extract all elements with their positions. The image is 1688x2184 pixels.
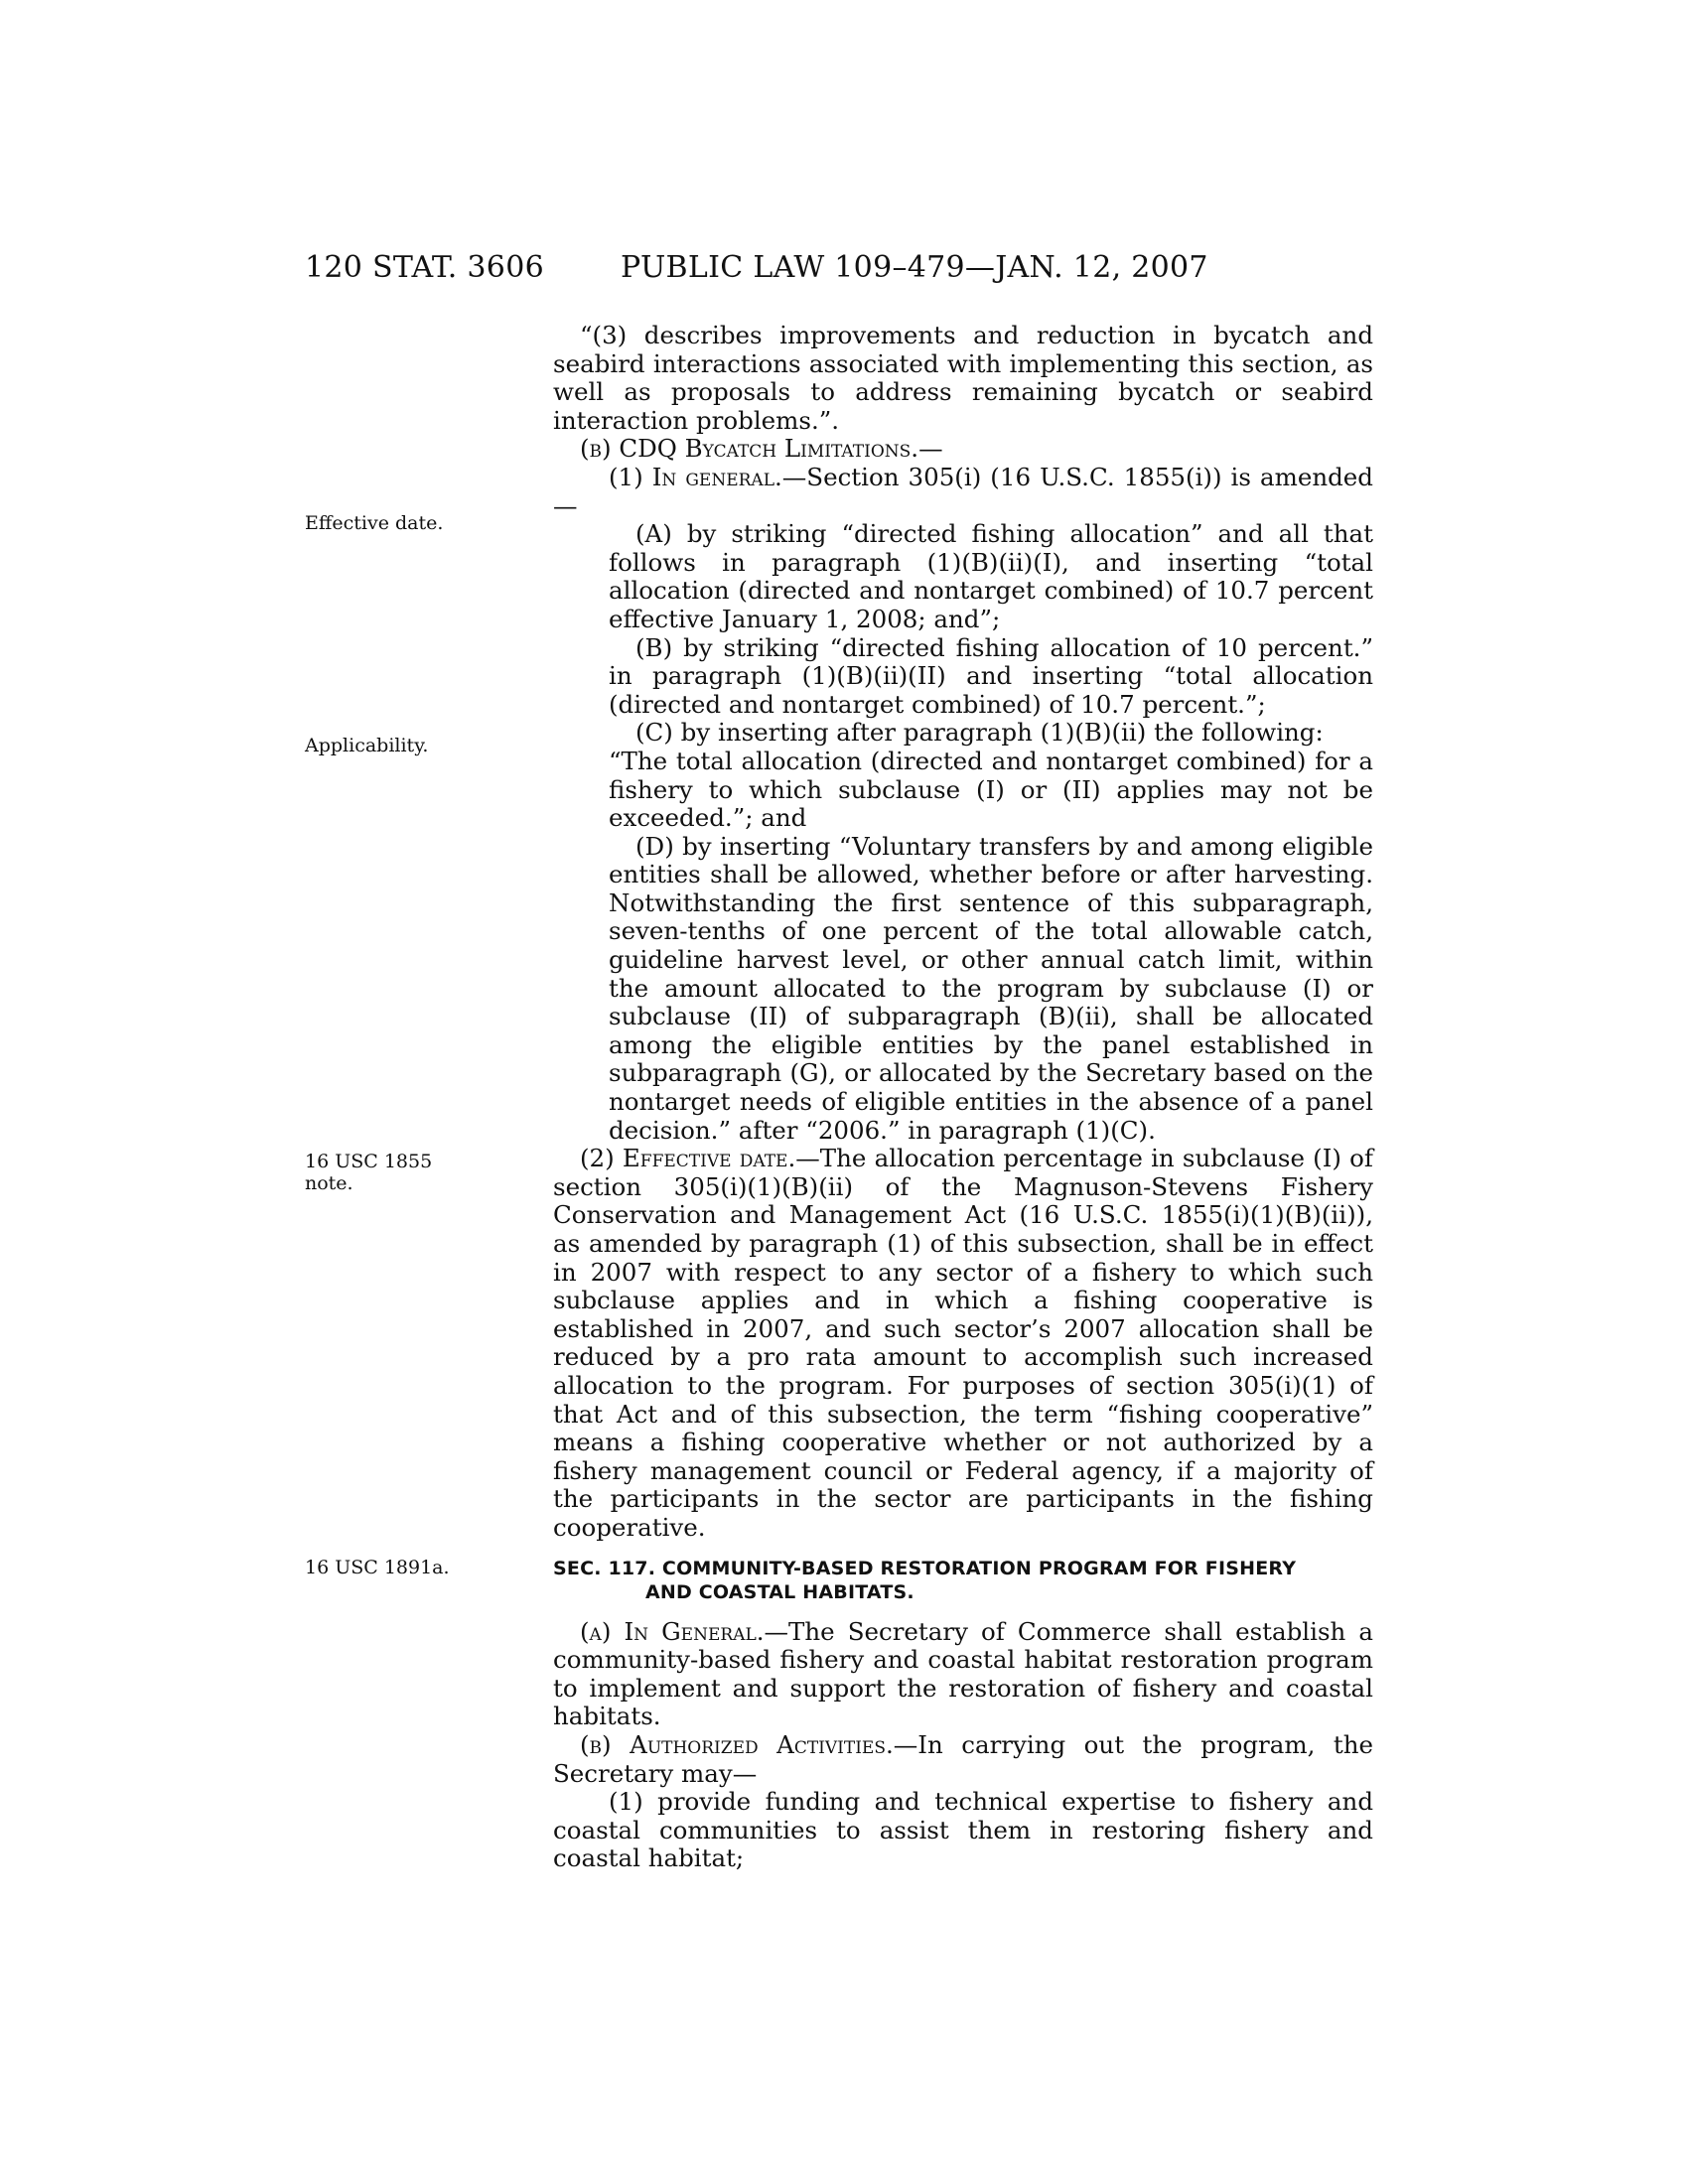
subparagraph-b1C-quote: “The total allocation (directed and nontarget combined) for a fishery to which subclause (I) or (II) applies may not be exceeded.”; and — [609, 746, 1373, 833]
section-117-heading-line2: AND COASTAL HABITATS. — [645, 1580, 914, 1603]
paragraph-b2-text: —The allocation percentage in subclause (I) of section 305(i)(1)(B)(ii) of the Magnuson-Stevens Fishery Conservation and Management Act (16 U.S.C. 1855(i)(1)(B)(ii)), as amended by paragraph (1) of this subsection, shall be in effect in 2007 with respect to any sector of a fishery to which such subclause applies and in which a fishing cooperative is established in 2007, and such sector’s 2007 allocation shall be reduced by a pro rata amount to accomplish such increased allocation to the program. For purposes of section 305(i)(1) of that Act and of this subsection, the term “fishing cooperative” means a fishing cooperative whether or not authorized by a fishery management council or Federal agency, if a majority of the participants in the sector are participants in the fishing cooperative. — [553, 1144, 1373, 1542]
section-117-a-text: —The Secretary of Commerce shall establish a community-based fishery and coastal habitat restoration program to implement and support the restoration of fishery and coastal habitats. — [553, 1616, 1373, 1731]
section-117-b-text: —In carrying out the program, the Secretary may— — [553, 1729, 1373, 1788]
section-117-b1: (1) provide funding and technical expertise to fishery and coastal communities to assist them in restoring fishery and coastal habitat; — [553, 1787, 1373, 1873]
margin-note-line: 16 USC 1855 — [305, 1151, 433, 1172]
subsection-b-heading-text: (b) CDQ Bycatch Limitations.— — [580, 434, 943, 464]
section-117-a-label: (a) In General. — [580, 1616, 765, 1646]
paragraph-b1 — [553, 464, 1373, 520]
margin-note-16-usc-1891a: 16 USC 1891a. — [305, 1557, 450, 1578]
paragraph-b2-label: (2) Effective date. — [580, 1144, 796, 1173]
section-117-b-label: (b) Authorized Activities. — [580, 1729, 894, 1759]
subsection-b-heading — [553, 435, 1373, 464]
subparagraph-b1B: (B) by striking “directed fishing allocation of 10 percent.” in paragraph (1)(B)(ii)(II) and inserting “total allocation (directed and nontarget combined) of 10.7 percent.”; — [609, 632, 1373, 719]
paragraph-b1-text: —Section 305(i) (16 U.S.C. 1855(i)) is amended— — [553, 462, 1373, 520]
section-117-a — [553, 1618, 1373, 1731]
subparagraph-b1C-intro: (C) by inserting after paragraph (1)(B)(ii) the following: — [635, 718, 1324, 748]
stat-page-number: 120 STAT. 3606 — [305, 250, 544, 285]
margin-note-line: note. — [305, 1172, 353, 1194]
paragraph-b2 — [553, 1145, 1373, 1542]
subparagraph-b1D: (D) by inserting “Voluntary transfers by and among eligible entities shall be allowed, whether before or after harvesting. Notwithstanding the first sentence of this subparagraph, seven-tenths of one percent of the total allowable catch, guideline harvest level, or other annual catch limit, within the amount allocated to the program by subclause (I) or subclause (II) of subparagraph (B)(ii), shall be allocated among the eligible entities by the panel established in subparagraph (G), or allocated by the Secretary based on the nontarget needs of eligible entities in the absence of a panel decision.” after “2006.” in paragraph (1)(C). — [609, 831, 1373, 1145]
section-117-heading-line1: SEC. 117. COMMUNITY-BASED RESTORATION PROGRAM FOR FISHERY — [553, 1557, 1297, 1579]
statute-text — [553, 322, 1373, 1873]
subparagraph-b1A: (A) by striking “directed fishing allocation” and all that follows in paragraph (1)(B)(ii)(I), and inserting “total allocation (directed and nontarget combined) of 10.7 percent effective January 1, 2008; and”; — [609, 519, 1373, 633]
margin-note-applicability: Applicability. — [305, 735, 429, 756]
paragraph-b1-label: (1) In general. — [609, 462, 782, 491]
margin-note-effective-date: Effective date. — [305, 512, 444, 534]
margin-note-16-usc-1855 — [305, 1151, 432, 1194]
public-law-header: PUBLIC LAW 109–479—JAN. 12, 2007 — [621, 250, 1208, 285]
section-117-b — [553, 1731, 1373, 1788]
paragraph-a3: “(3) describes improvements and reduction in bycatch and seabird interactions associated with implementing this section, as well as proposals to address remaining bycatch or seabird interaction problems.”. — [553, 321, 1373, 435]
section-117-heading — [553, 1557, 1373, 1604]
